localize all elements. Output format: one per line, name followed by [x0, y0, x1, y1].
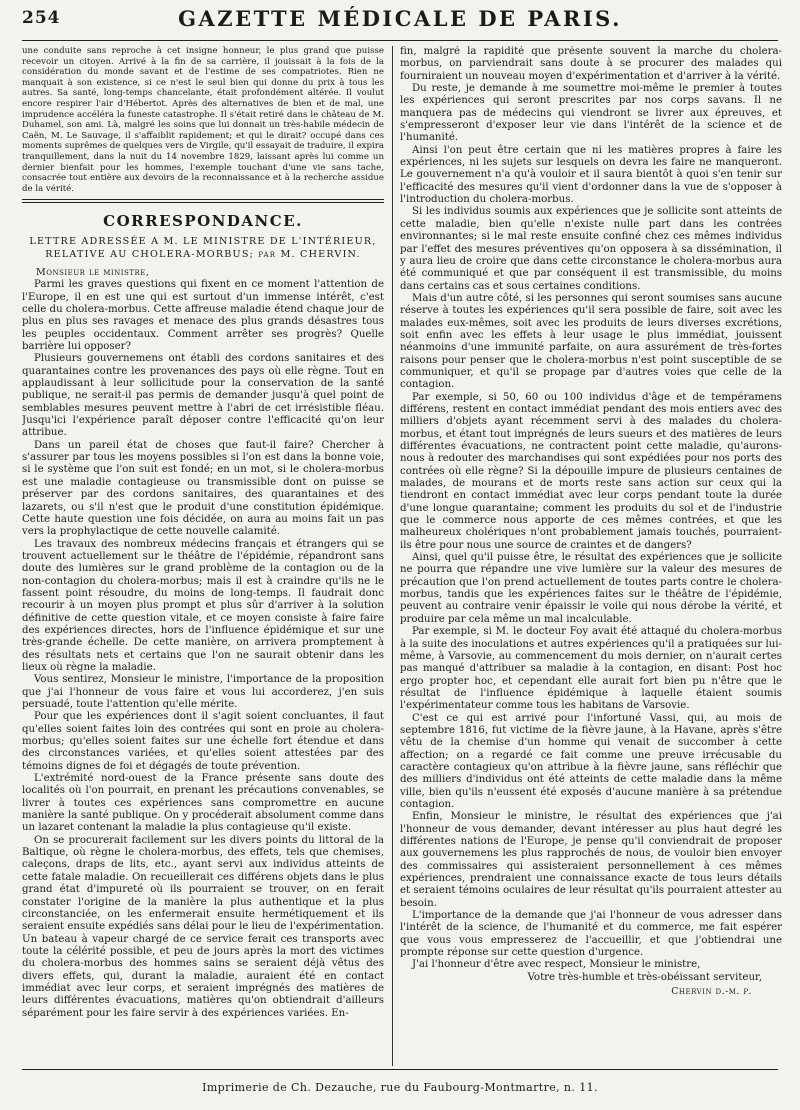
- salutation: Monsieur le ministre,: [36, 267, 150, 279]
- paragraph: Vous sentirez, Monsieur le ministre, l'importance de la proposition que j'ai l'honneur de vous faire et vous lui accorderez, j'en suis persuadé, toute l'attention qu'elle mérite.: [22, 674, 384, 710]
- paragraph: fin, malgré la rapidité que présente souvent la marche du cholera-morbus, on parviendrait sans doute à se procurer des malades qui fourniraient un nouveau moyen d'expérimentation et d'arriver à la vérité.: [400, 46, 782, 82]
- closing-line-2: Votre très-humble et très-obéissant serviteur,: [527, 971, 762, 983]
- signature: Chervin d.-m. p.: [671, 986, 752, 998]
- paragraph: Enfin, Monsieur le ministre, le résultat des expériences que j'ai l'honneur de vous demander, devant intéresser au plus haut degré les différentes nations de l'Europe, je pense qu'il conviendrait de proposer aux gouvernemens les plus rapprochés de nous, de vouloir bien envoyer des commissaires qui assisteraient personnellement à ces mêmes expériences, prendraient une connaissance exacte de tous leurs détails et seraient témoins oculaires de leur résultat qu'ils pourraient attester au besoin.: [400, 811, 782, 909]
- closing-line: J'ai l'honneur d'être avec respect, Monsieur le ministre,: [412, 959, 701, 971]
- footer-rule: [22, 1069, 778, 1070]
- printer-imprint: Imprimerie de Ch. Dezauche, rue du Faubourg-Montmartre, n. 11.: [202, 1081, 598, 1094]
- page-number: 254: [22, 8, 61, 28]
- paragraph: Mais d'un autre côté, si les personnes qui seront soumises sans aucune réserve à toutes les expériences qu'il sera possible de faire, soit avec les malades eux-mêmes, soit avec les produits de leurs diverses excrétions, soit enfin avec les effets à leur usage le plus immédiat, jouissent néanmoins d'une immunité parfaite, on aura assurément de très-fortes raisons pour penser que le cholera-morbus n'est point susceptible de se communiquer, et qu'il se propage par d'autres voies que celle de la contagion.: [400, 292, 782, 391]
- page-header: [22, 6, 778, 38]
- paragraph: Par exemple, si 50, 60 ou 100 individus d'âge et de tempéramens différens, restent en contact immédiat pendant des mois entiers avec des milliers d'objets ayant récemment servi à des malades du cholera-morbus, et étant tout imprégnés de leurs sueurs et des matières de leurs différentes évacuations, ne contractent point cette maladie, qu'aurons-nous à redouter des marchandises qui sont expédiées pour nos ports des contrées où elle règne? Si la dépouille impure de plusieurs centaines de malades, de mourans et de morts reste sans action sur ceux qui la tiendront en contact immédiat avec leur corps pendant toute la durée d'une longue quarantaine; comment les produits du sol et de l'industrie que le commerce nous apporte de ces mêmes contrées, et que les malheureux cholériques n'ont probablement jamais touchés, pourraient-ils être pour nous une source de craintes et de dangers?: [400, 391, 782, 551]
- paragraph: On se procurerait facilement sur les divers points du littoral de la Baltique, où règne le cholera-morbus, des effets, tels que chemises, caleçons, draps de lits, etc., ayant servi aux individus atteints de cette fatale maladie. On recueillerait ces différens objets dans le plus grand état d'impureté où ils pourraient se trouver, on en ferait constater l'origine de la manière la plus authentique et la plus circonstanciée, on les enfermerait ensuite hermétiquement et ils seraient ensuite expédiés sans délai pour le lieu de l'expérimentation. Un bateau à vapeur chargé de ce service ferait ces transports avec toute la célérité possible, et peu de jours après la mort des victimes du cholera-morbus des hommes sains se seraient déjà vêtus des divers effets, qui, durant la maladie, auraient été en contact immédiat avec leur corps, et seraient imprégnés des matières de leurs différentes évacuations, matières qu'on obtiendrait d'ailleurs séparément pour les faire servir à des expériences variées. En-: [22, 834, 384, 1019]
- letter-title-line2: RELATIVE AU CHOLERA-MORBUS; par M. CHERVIN.: [45, 249, 361, 261]
- paragraph: Parmi les graves questions qui fixent en ce moment l'attention de l'Europe, il en est une qui est surtout d'un immense intérêt, c'est celle du cholera-morbus. Cette affreuse maladie étend chaque jour de plus en plus ses ravages et menace des plus grands désastres tous les peuples occidentaux. Comment arrêter ses progrès? Quelle barrière lui opposer?: [22, 279, 384, 353]
- header-rule: [22, 40, 778, 41]
- masthead-title: GAZETTE MÉDICALE DE PARIS.: [178, 6, 622, 31]
- paragraph: L'importance de la demande que j'ai l'honneur de vous adresser dans l'intérêt de la science, de l'humanité et du commerce, me fait espérer que vous vous empresserez de l'accueillir, et que j'obtiendrai une prompte réponse sur cette question d'urgence.: [400, 910, 782, 959]
- paragraph: Plusieurs gouvernemens ont établi des cordons sanitaires et des quarantaines contre les provenances des pays où elle règne. Tout en applaudissant à leur sollicitude pour la conservation de la santé publique, ne serait-il pas permis de demander jusqu'à quel point de semblables mesures peuvent mettre à l'abri de cet irrésistible fléau. Jusqu'ici l'expérience paraît déposer contre l'efficacité qu'on leur attribue.: [22, 353, 384, 439]
- section-title: CORRESPONDANCE.: [103, 212, 303, 231]
- section-separator: [22, 199, 384, 203]
- paragraph: Les travaux des nombreux médecins français et étrangers qui se trouvent actuellement sur le théâtre de l'épidémie, répandront sans doute des lumières sur le grand problème de la contagion ou de la non-contagion du cholera-morbus; mais il est à craindre qu'ils ne le fassent point résoudre, du moins de long-temps. Il faudrait donc recourir à un moyen plus prompt et plus sûr d'arriver à la solution définitive de cette question vitale, et ce moyen consiste à faire faire des expériences directes, hors de l'influence épidémique et sur une très-grande échelle. De cette manière, on arrivera promptement à des résultats nets et certains que l'on ne saurait obtenir dans les lieux où règne la maladie.: [22, 538, 384, 673]
- letter-title: [22, 235, 384, 261]
- paragraph: Si les individus soumis aux expériences que je sollicite sont atteints de cette maladie, bien qu'elle n'existe nulle part dans les contrées environnantes; si le mal reste ensuite confiné chez ces mêmes individus par l'effet des mesures préventives qu'on opposera à sa dissémination, il y aura lieu de croire que dans cette circonstance le cholera-morbus aura été communiqué et que par conséquent il est transmissible, du moins dans certains cas et sous certaines conditions.: [400, 206, 782, 292]
- paragraph: L'extrémité nord-ouest de la France présente sans doute des localités où l'on pourrait, en prenant les précautions convenables, se livrer à toutes ces expériences sans compromettre en aucune manière la santé publique. On y procéderait absolument comme dans un lazaret contenant la maladie la plus contagieuse qu'il existe.: [22, 773, 384, 834]
- letter-title-line1: LETTRE ADRESSÉE A M. LE MINISTRE DE L'INTÉRIEUR,: [29, 236, 377, 248]
- right-column: [400, 46, 782, 1068]
- left-column: [22, 46, 384, 1068]
- paragraph: Du reste, je demande à me soumettre moi-même le premier à toutes les expériences qui seront prescrites par nos corps savans. Il ne manquera pas de médecins qui viendront se livrer aux épreuves, et s'empresseront d'exposer leur vie dans l'intérêt de la science et de l'humanité.: [400, 83, 782, 144]
- paragraph: C'est ce qui est arrivé pour l'infortuné Vassi, qui, au mois de septembre 1816, fut victime de la fièvre jaune, à la Havane, après s'être vêtu de la chemise d'un homme qui venait de succomber à cette affection; on a regardé ce fait comme une preuve irrécusable du caractère contagieux qu'on attribue à la fièvre jaune, sans réfléchir que des milliers d'individus ont été atteints de cette maladie dans la même ville, bien qu'ils n'eussent été exposés d'aucune manière à sa prétendue contagion.: [400, 712, 782, 810]
- paragraph: Dans un pareil état de choses que faut-il faire? Chercher à s'assurer par tous les moyens possibles si l'on est dans la bonne voie, si le système que l'on suit est fondé; en un mot, si le cholera-morbus est une maladie contagieuse ou transmissible dont on puisse se préserver par des cordons sanitaires, des quarantaines et des lazarets, ou s'il n'est que le produit d'une constitution épidémique. Cette haute question une fois décidée, on aura au moins fait un pas vers la prophylactique de cette nouvelle calamité.: [22, 439, 384, 538]
- intro-paragraph: une conduite sans reproche à cet insigne honneur, le plus grand que puisse recevoir un citoyen. Arrivé à la fin de sa carrière, il jouissait à la fois de la considération du monde savant et de l'estime de ses compatriotes. Rien ne manquait à son existence, si ce n'est le seul bien qui donne du prix à tous les autres. Sa santé, long-temps chancelante, était profondément altérée. Il voulut encore respirer l'air d'Hébertot. Après des alternatives de bien et de mal, une imprudence accéléra la funeste catastrophe. Il s'était retiré dans le château de M. Duhamel, son ami. Là, malgré les soins que lui donnait un très-habile médecin de Caën, M. Le Sauvage, il s'affaiblit rapidement; et qui le dirait? occupé dans ces moments suprêmes de quelques vers de Virgile, qu'il essayait de traduire, il expira tranquillement, dans la nuit du 14 novembre 1829, laissant après lui comme un dernier bienfait pour les hommes, l'exemple touchant d'une vie sans tache, consacrée tout entière aux devoirs de la reconnaissance et à la recherche assidue de la vérité.: [22, 46, 384, 194]
- column-divider: [392, 46, 393, 1066]
- paragraph: Ainsi l'on peut être certain que ni les matières propres à faire les expériences, ni les sujets sur lesquels on devra les faire ne manqueront. Le gouvernement n'a qu'à vouloir et il saura bientôt à quoi s'en tenir sur l'efficacité des mesures qu'il vient d'ordonner dans la vue de s'opposer à l'introduction du cholera-morbus.: [400, 144, 782, 206]
- paragraph: Ainsi, quel qu'il puisse être, le résultat des expériences que je sollicite ne pourra que répandre une vive lumière sur la valeur des mesures de précaution que l'on prend actuellement de toutes parts contre le cholera-morbus, tandis que les expériences faites sur le théâtre de l'épidémie, peuvent au contraire venir épaissir le voile qui nous dérobe la vérité, et produire par cela même un mal incalculable.: [400, 552, 782, 625]
- paragraph: Pour que les expériences dont il s'agit soient concluantes, il faut qu'elles soient faites loin des contrées qui sont en proie au cholera-morbus; qu'elles soient faites sur une échelle fort étendue et dans des circonstances variées, et qu'elles soient attestées par des témoins dignes de foi et dégagés de toute prévention.: [22, 711, 384, 772]
- paragraph: Par exemple, si M. le docteur Foy avait été attaqué du cholera-morbus à la suite des inoculations et autres expériences qu'il a pratiquées sur lui-même, à Varsovie, au commencement du mois dernier, on n'aurait certes pas manqué d'attribuer sa maladie à la contagion, en disant: Post hoc ergo propter hoc, et cependant elle aurait fort bien pu n'être que le résultat de l'influence épidémique à laquelle étaient soumis l'expérimentateur comme tous les habitans de Varsovie.: [400, 626, 782, 712]
